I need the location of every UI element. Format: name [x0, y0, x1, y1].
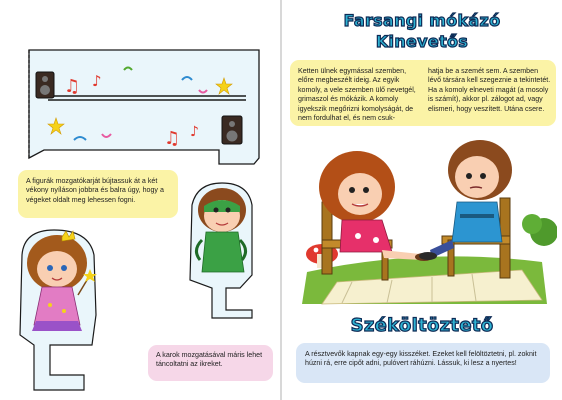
- page-title: Farsangi mókázó: [343, 11, 501, 30]
- game-title: Kinevetős: [375, 32, 469, 51]
- intro-note: [290, 60, 556, 126]
- left-page: [0, 0, 280, 400]
- svg-text:♫: ♫: [164, 128, 181, 149]
- yellow-note: [18, 170, 178, 218]
- pink-note: [148, 345, 273, 381]
- chair-game-note: [296, 343, 550, 383]
- princess-figure: [14, 225, 124, 395]
- staring-game-illustration: [292, 132, 557, 307]
- intro-column-2: hatja be a szemét sem. A szemben lévő társára kell szegeznie a tekintetét. Ha a komoly elneveti magát (a mosoly is számít), akkor pl. zálogot ad, vagy elismeri, hogy veszített. Utána csere.: [428, 67, 551, 113]
- dance-instruction: A karok mozgatásával máris lehet táncoltatni az ikreket.: [156, 351, 263, 369]
- chair-game-text: A résztvevők kapnak egy-egy kisszéket. Ezeket kell felöltöztetni, pl. zoknit húzni rá, erre cipőt adni, pulóvert ráhúzni. Lássuk, ki lesz a nyertes!: [305, 350, 537, 368]
- speaker-icon: [222, 116, 242, 144]
- assembly-instruction: A figurák mozgatókarját bújtassuk át a két vékony nyíláson jobbra és balra úgy, hogy a végeket oldalt meg lehessen fogni.: [26, 177, 164, 204]
- svg-text:♫: ♫: [64, 76, 81, 97]
- svg-text:♪: ♪: [190, 124, 199, 140]
- right-page: [282, 0, 562, 400]
- speaker-icon: [36, 72, 54, 98]
- section-title: Széköltöztető: [350, 315, 494, 336]
- svg-text:♪: ♪: [92, 72, 102, 90]
- intro-column-1: Ketten ülnek egymással szemben, előre megbeszélt ideig. Az egyik komoly, a vele szemben ülő nevetgél, grimaszol és mókázik. A komoly igyekszik megőrizni komolyságát, de nem fordulhat el, és nem csuk-: [298, 67, 416, 123]
- cutout-strip: [14, 40, 264, 170]
- knight-figure: [182, 180, 262, 320]
